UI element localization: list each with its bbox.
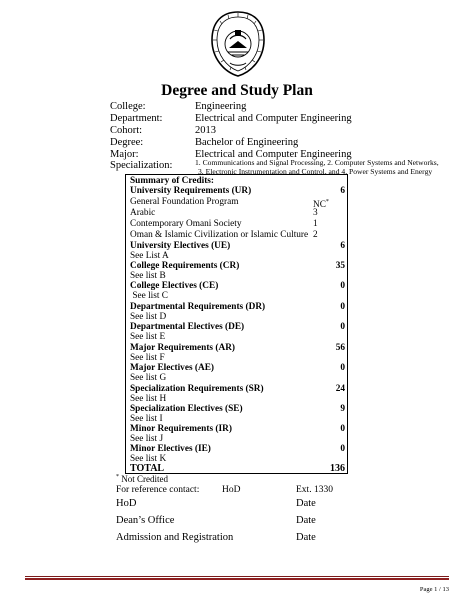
specialization-label: Specialization: bbox=[110, 160, 173, 171]
signature-dean-label: Dean’s Office bbox=[116, 515, 175, 526]
page-title: Degree and Study Plan bbox=[161, 82, 313, 99]
footer-rule-thin bbox=[25, 576, 449, 577]
contact-who: HoD bbox=[222, 485, 241, 495]
degree-label: Degree: bbox=[110, 137, 144, 148]
major-value: Electrical and Computer Engineering bbox=[195, 149, 352, 160]
cohort-value: 2013 bbox=[195, 125, 216, 136]
page-number: Page 1 / 13 bbox=[419, 586, 449, 593]
major-label: Major: bbox=[110, 149, 139, 160]
signature-admission-date: Date bbox=[296, 532, 316, 543]
department-label: Department: bbox=[110, 113, 163, 124]
college-label: College: bbox=[110, 101, 146, 112]
signature-hod-date: Date bbox=[296, 498, 316, 509]
college-value: Engineering bbox=[195, 101, 247, 112]
degree-value: Bachelor of Engineering bbox=[195, 137, 299, 148]
signature-admission-label: Admission and Registration bbox=[116, 532, 234, 543]
signature-hod-label: HoD bbox=[116, 498, 137, 509]
contact-label: For reference contact: bbox=[116, 485, 200, 495]
cohort-label: Cohort: bbox=[110, 125, 143, 136]
footer-rule-thick bbox=[25, 578, 449, 580]
university-seal-logo bbox=[208, 10, 268, 78]
specialization-line-2: 3. Electronic Instrumentation and Control, and 4. Power Systems and Energy bbox=[198, 167, 433, 176]
footnote-not-credited: * Not Credited bbox=[116, 474, 168, 484]
signature-dean-date: Date bbox=[296, 515, 316, 526]
department-value: Electrical and Computer Engineering bbox=[195, 113, 352, 124]
specialization-line-1: 1. Communications and Signal Processing, 2. Computer Systems and Networks, bbox=[195, 158, 439, 167]
contact-extension: Ext. 1330 bbox=[296, 485, 333, 495]
